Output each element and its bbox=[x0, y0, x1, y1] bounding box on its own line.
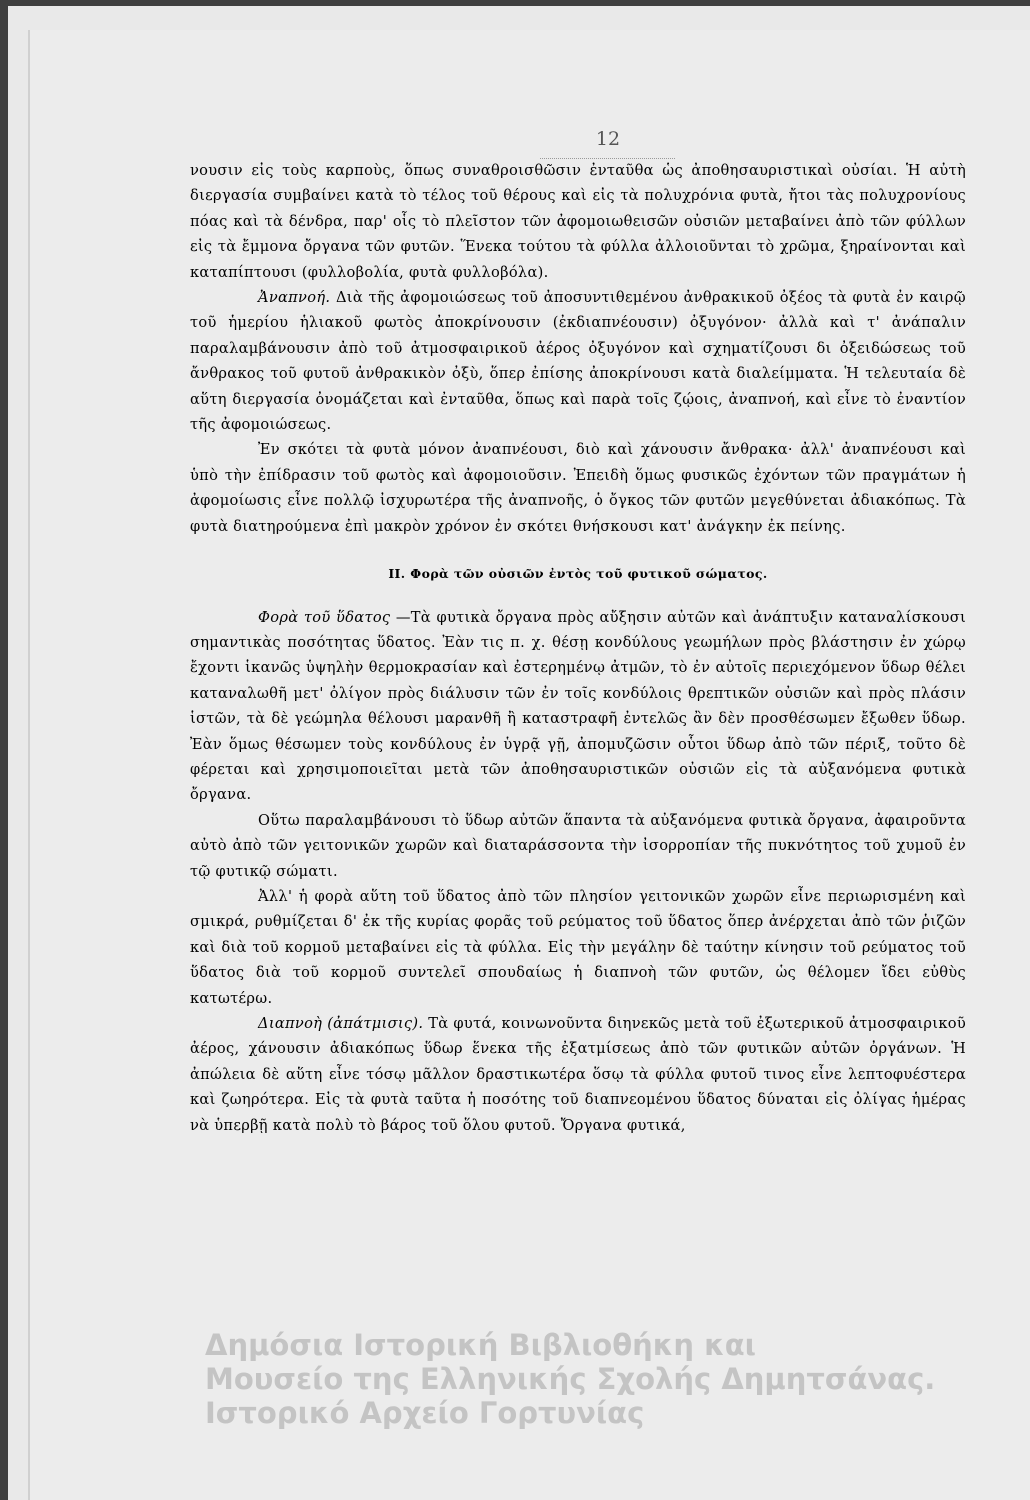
term-fora: Φορὰ τοῦ ὕδατος bbox=[258, 608, 391, 626]
watermark-line-1: Δημόσια Ιστορική Βιβλιοθήκη και bbox=[205, 1328, 756, 1362]
section-heading: II. Φορὰ τῶν οὐσιῶν ἐντὸς τοῦ φυτικοῦ σώματος. bbox=[388, 566, 768, 582]
paragraph-fora bbox=[190, 605, 966, 808]
fora-text: —Τὰ φυτικὰ ὄργανα πρὸς αὔξησιν αὐτῶν καὶ ἀνάπτυξιν καταναλίσκουσι σημαντικὰς ποσότητας ὕδατος. Ἐὰν τις π. χ. θέσῃ κονδύλους γεωμήλων πρὸς βλάστησιν ἐν χώρῳ ἔχοντι ἱκανῶς ὑψηλὴν θερμοκρασίαν καὶ ἐστερημένῳ ἀτμῶν, τὸ ἐν αὐτοῖς περιεχόμενον ὕδωρ θέλει καταναλωθῆ μετ' ὀλίγον πρὸς διάλυσιν τῶν ἐν τοῖς κονδύλοις θρεπτικῶν οὐσιῶν καὶ πρὸς πλάσιν ἱστῶν, τὰ δὲ γεώμηλα θέλουσι μαρανθῆ ἢ καταστραφῆ ἐντελῶς ἂν δὲν προσθέσωμεν ἔξωθεν ὕδωρ. Ἐὰν ὅμως θέσωμεν τοὺς κονδύλους ἐν ὑγρᾷ γῇ, ἀπομυζῶσιν οὗτοι ὕδωρ ἀπὸ τῶν πέριξ, τοῦτο δὲ φέρεται καὶ χρησιμοποιεῖται μετὰ τῶν ἀποθησαυριστικῶν οὐσιῶν εἰς τὰ αὐξανόμενα φυτικὰ ὄργανα. bbox=[190, 608, 966, 804]
watermark-line-2: Μουσείο της Ελληνικής Σχολής Δημητσάνας. bbox=[205, 1362, 936, 1396]
page-number: 12 bbox=[595, 128, 621, 150]
anapnoi-text: Διὰ τῆς ἀφομοιώσεως τοῦ ἀποσυντιθεμένου ἀνθρακικοῦ ὀξέος τὰ φυτὰ ἐν καιρῷ τοῦ ἡμερίου ἡλιακοῦ φωτὸς ἀποκρίνουσιν (ἐκδιαπνέουσιν) ὀξυγόνον· ἀλλὰ καὶ τ' ἀνάπαλιν παραλαμβάνουσιν ἀπὸ τοῦ ἀτμοσφαιρικοῦ ἀέρος ὀξυγόνον καὶ σχηματίζουσι δι ὀξειδώσεως τοῦ ἄνθρακος τοῦ φυτοῦ ἀνθρακικὸν ὀξὺ, ὅπερ ἐπίσης ἀποκρίνουσι κατὰ διαλείμματα. Ἡ τελευταία δὲ αὕτη διεργασία ὀνομάζεται καὶ ἐνταῦθα, ὅπως καὶ παρὰ τοῖς ζῴοις, ἀναπνοή, καὶ εἶνε τὸ ἐναντίον τῆς ἀφομοιώσεως. bbox=[190, 289, 966, 434]
paragraph-all: Ἀλλ' ἡ φορὰ αὕτη τοῦ ὕδατος ἀπὸ τῶν πλησίον γειτονικῶν χωρῶν εἶνε περιωρισμένη καὶ σμικρά, ρυθμίζεται δ' ἐκ τῆς κυρίας φορᾶς τοῦ ρεύματος τοῦ ὕδατος ὅπερ ἀνέρχεται ἀπὸ τῶν ῥιζῶν καὶ διὰ τοῦ κορμοῦ μεταβαίνει εἰς τὰ φύλλα. Εἰς τὴν μεγάλην δὲ ταύτην κίνησιν τοῦ ρεύματος τοῦ ὕδατος διὰ τοῦ κορμοῦ συντελεῖ σπουδαίως ἡ διαπνοὴ τῶν φυτῶν, ὡς θέλομεν ἴδει εὐθὺς κατωτέρω. bbox=[190, 887, 966, 1007]
watermark-line-3: Ιστορικό Αρχείο Γορτυνίας bbox=[205, 1396, 645, 1430]
term-anapnoi: Ἀναπνοή. bbox=[258, 289, 331, 307]
paragraph-anapnoi bbox=[190, 285, 966, 437]
paragraph-darkness: Ἐν σκότει τὰ φυτὰ μόνον ἀναπνέουσι, διὸ καὶ χάνουσιν ἄνθρακα· ἀλλ' ἀναπνέουσι καὶ ὑπὸ τὴν ἐπίδρασιν τοῦ φωτὸς καὶ ἀφομοιοῦσιν. Ἐπειδὴ ὅμως φυσικῶς ἐχόντων τῶν πραγμάτων ἡ ἀφομοίωσις εἶνε πολλῷ ἰσχυρωτέρα τῆς ἀναπνοῆς, ὁ ὄγκος τῶν φυτῶν μεγεθύνεται ἀδιακόπως. Τὰ φυτὰ διατηρούμενα ἐπὶ μακρὸν χρόνον ἐν σκότει θνήσκουσι κατ' ἀνάγκην ἐκ πείνης. bbox=[190, 441, 966, 535]
body-text bbox=[190, 158, 966, 1138]
diapnoi-text: Τὰ φυτά, κοινωνοῦντα διηνεκῶς μετὰ τοῦ ἐξωτερικοῦ ἀτμοσφαιρικοῦ ἀέρος, χάνουσιν ἀδιακόπως ὕδωρ ἕνεκα τῆς ἐξατμίσεως ἀπὸ τῶν φυτικῶν αὐτῶν ὀργάνων. Ἡ ἀπώλεια δὲ αὕτη εἶνε τόσῳ μᾶλλον δραστικωτέρα ὅσῳ τὰ φύλλα φυτοῦ τινος εἶνε λεπτοφυέστερα καὶ ζωηρότερα. Εἰς τὰ φυτὰ ταῦτα ἡ ποσότης τοῦ διαπνεομένου ὕδατος δύναται εἰς ὀλίγας ἡμέρας νὰ ὑπερβῇ κατὰ πολὺ τὸ βάρος τοῦ ὅλου φυτοῦ. Ὄργανα φυτικά, bbox=[190, 1015, 966, 1134]
paragraph-fyllovolia: νουσιν εἰς τοὺς καρποὺς, ὅπως συναθροισθῶσιν ἐνταῦθα ὡς ἀποθησαυριστικαὶ οὐσίαι. Ἡ αὐτὴ διεργασία συμβαίνει κατὰ τὸ τέλος τοῦ θέρους καὶ εἰς τὰ πολυχρόνια φυτὰ, ἤτοι τὰς πολυχρονίους πόας καὶ τὰ δένδρα, παρ' οἷς τὸ πλεῖστον τῶν ἀφομοιωθεισῶν οὐσιῶν μεταβαίνει ἀπὸ τῶν φύλλων εἰς τὰ ἔμμονα ὄργανα τῶν φυτῶν. Ἕνεκα τούτου τὰ φύλλα ἀλλοιοῦνται τὸ χρῶμα, ξηραίνονται καὶ καταπίπτουσι (φυλλοβολία, φυτὰ φυλλοβόλα). bbox=[190, 162, 966, 281]
library-watermark bbox=[205, 1328, 1005, 1430]
paragraph-diapnoi bbox=[190, 1011, 966, 1138]
term-diapnoi: Διαπνοὴ (ἀπάτμισις). bbox=[258, 1015, 424, 1032]
paragraph-outo: Οὕτω παραλαμβάνουσι τὸ ὕδωρ αὐτῶν ἅπαντα τὰ αὐξανόμενα φυτικὰ ὄργανα, ἀφαιροῦντα αὐτὸ ἀπὸ τῶν γειτονικῶν χωρῶν καὶ διαταράσσοντα τὴν ἰσορροπίαν τῆς πυκνότητος τοῦ χυμοῦ ἐν τῷ φυτικῷ σώματι. bbox=[190, 811, 966, 880]
